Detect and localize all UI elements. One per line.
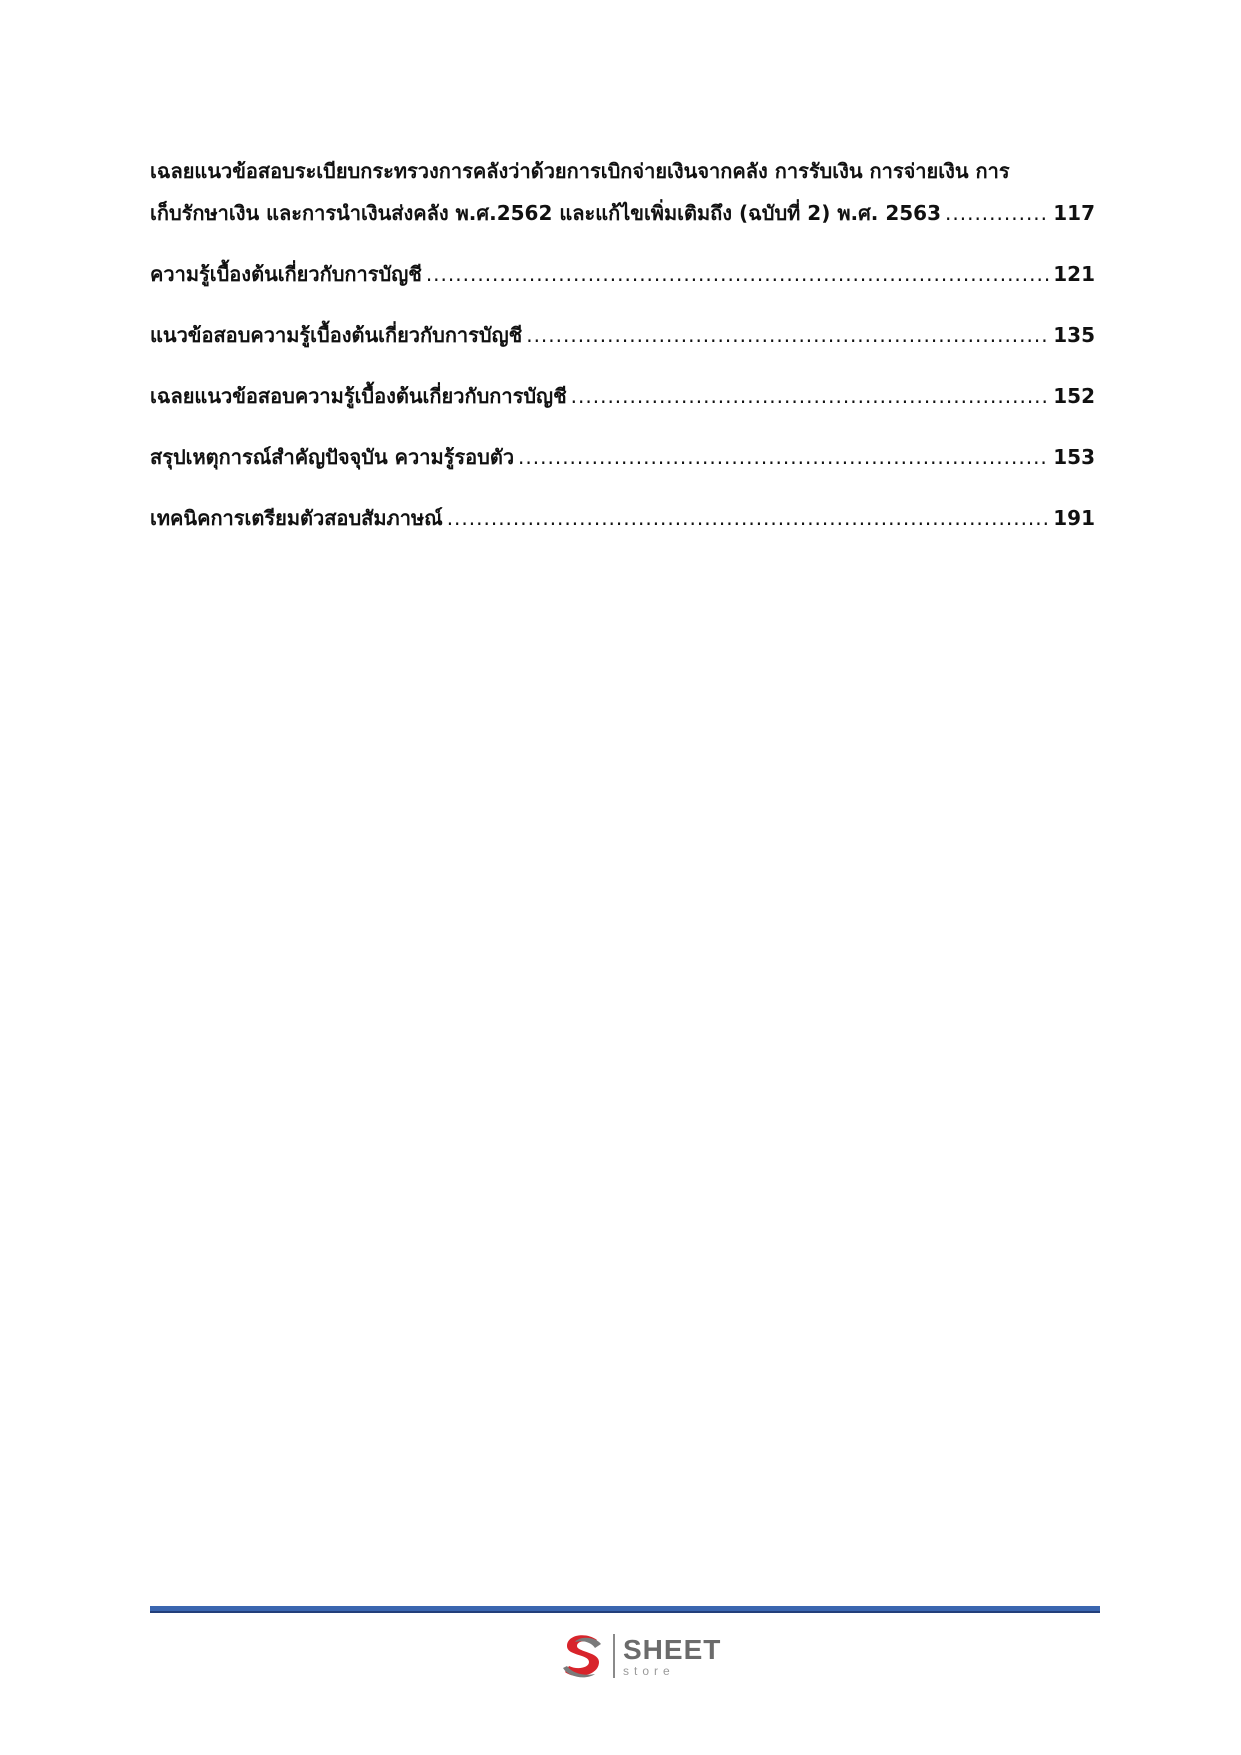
toc-entry-title-line-1: เฉลยแนวข้อสอบระเบียบกระทรวงการคลังว่าด้วยการเบิกจ่ายเงินจากคลัง การรับเงิน การจ่ายเงิน การ	[150, 159, 1010, 183]
toc-page-number: 135	[1053, 323, 1095, 347]
sheet-store-s-icon	[557, 1630, 609, 1682]
toc-page-number: 153	[1053, 445, 1095, 469]
toc-entry[interactable]	[150, 150, 1095, 234]
toc-entry[interactable]	[150, 314, 1095, 356]
toc-page-number: 152	[1053, 384, 1095, 408]
toc-entry-title: เทคนิคการเตรียมตัวสอบสัมภาษณ์	[150, 506, 443, 530]
table-of-contents	[150, 150, 1095, 558]
dot-leader	[945, 192, 1049, 234]
toc-entry[interactable]	[150, 375, 1095, 417]
toc-entry-title: ความรู้เบื้องต้นเกี่ยวกับการบัญชี	[150, 262, 422, 286]
dot-leader	[426, 253, 1049, 295]
sheet-store-logo	[557, 1628, 721, 1684]
toc-page-number: 191	[1053, 506, 1095, 530]
logo-divider	[613, 1634, 615, 1678]
toc-page-number: 121	[1053, 262, 1095, 286]
footer-divider	[150, 1606, 1100, 1613]
dot-leader	[447, 497, 1050, 539]
logo-wordmark: SHEET	[623, 1633, 722, 1665]
toc-entry[interactable]	[150, 436, 1095, 478]
toc-page-number: 117	[1053, 201, 1095, 225]
toc-entry[interactable]	[150, 497, 1095, 539]
toc-entry-title: เฉลยแนวข้อสอบความรู้เบื้องต้นเกี่ยวกับการบัญชี	[150, 384, 567, 408]
toc-entry[interactable]	[150, 253, 1095, 295]
toc-entry-title: สรุปเหตุการณ์สำคัญปัจจุบัน ความรู้รอบตัว	[150, 445, 515, 469]
toc-entry-title-line-2: เก็บรักษาเงิน และการนำเงินส่งคลัง พ.ศ.2562 และแก้ไขเพิ่มเติมถึง (ฉบับที่ 2) พ.ศ. 2563	[150, 201, 942, 225]
logo-subtext: store	[623, 1663, 675, 1678]
dot-leader	[571, 375, 1050, 417]
toc-entry-title: แนวข้อสอบความรู้เบื้องต้นเกี่ยวกับการบัญชี	[150, 323, 523, 347]
dot-leader	[526, 314, 1049, 356]
dot-leader	[518, 436, 1049, 478]
